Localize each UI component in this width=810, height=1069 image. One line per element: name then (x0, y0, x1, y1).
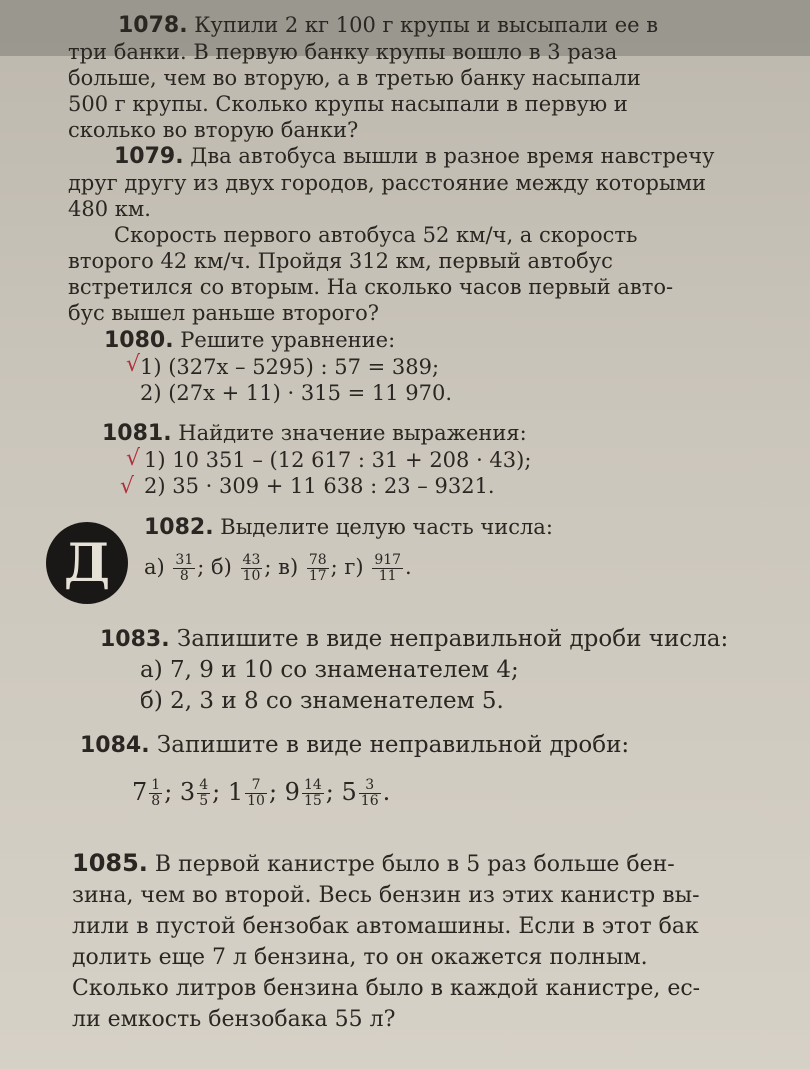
problem-number: 1083. (100, 627, 170, 652)
problem-1083: 1083. Запишите в виде неправильной дроби числа: а) 7, 9 и 10 со знаменателем 4; б) 2, 3 и 8 со знаменателем 5. (100, 626, 729, 714)
problem-1084: 1084. Запишите в виде неправильной дроби: 7 $\frac{1}{8}$ ; 3 $\frac{4}{5}$ ; 1 $\frac{7}{10}$ ; 9 $\frac{14}{15}$ ; 5 $\frac{3}{16}$ . (80, 732, 630, 809)
fraction: $\frac{43}{10}$ (242, 552, 261, 584)
fraction: $\frac{3}{16}$ (360, 777, 379, 809)
problem-title: Найдите значение выражения: (178, 421, 527, 445)
problem-title: Выделите целую часть числа: (220, 515, 553, 539)
problem-title: Запишите в виде неправильной дроби: (156, 732, 630, 758)
problem-title: Запишите в виде неправильной дроби числа: (176, 626, 729, 652)
problem-number: 1079. (114, 144, 184, 169)
problem-1082: 1082. Выделите целую часть числа: а) $\frac{31}{8}$ ; б) $\frac{43}{10}$ ; в) $\frac{78}{17}$ ; г) $\frac{917}{11}$ . (144, 515, 553, 584)
problem-1081: 1081. Найдите значение выражения: 1) 10 351 – (12 617 : 31 + 208 · 43); 2) 35 · 309 + 11 638 : 23 – 9321. (102, 421, 532, 498)
problem-1085: 1085. В первой канистре было в 5 раз больше бен- зина, чем во второй. Весь бензин из этих канистр вы- лили в пустой бензобак автомашины. Если в этот бак долить еще 7 л бензина, то он окажется полным. Сколько литров бензина было в каждой канистре, ес- ли емкость бензобака 55 л? (72, 849, 701, 1032)
fraction: $\frac{31}{8}$ (175, 552, 194, 584)
check-mark: √ (126, 446, 141, 471)
problem-1080: 1080. Решите уравнение: 1) (327x – 5295) : 57 = 389; 2) (27x + 11) · 315 = 11 970. (104, 328, 453, 405)
problem-number: 1080. (104, 328, 174, 353)
fraction: $\frac{4}{5}$ (199, 777, 209, 809)
problem-number: 1081. (102, 421, 172, 446)
fraction: $\frac{7}{10}$ (247, 777, 265, 809)
problem-number: 1082. (144, 515, 214, 540)
fraction: $\frac{78}{17}$ (308, 552, 327, 584)
fraction: $\frac{14}{15}$ (303, 777, 322, 809)
problem-number: 1084. (80, 733, 150, 758)
problem-number: 1085. (72, 849, 148, 877)
fraction: $\frac{917}{11}$ (374, 552, 402, 584)
problem-number: 1078. (118, 13, 188, 38)
problem-1078: 1078. Купили 2 кг 100 г крупы и высыпали ее в три банки. В первую банку крупы вошло в 3 раза больше, чем во вторую, а в третью банку насыпали 500 г крупы. Сколько крупы насыпали в первую и сколько во вторую банки? (68, 13, 659, 142)
check-mark: √ (120, 474, 135, 499)
fraction: $\frac{1}{8}$ (151, 777, 161, 809)
problem-1079: 1079. Два автобуса вышли в разное время навстречу друг другу из двух городов, расстояние между которыми 480 км. Скорость первого автобуса 52 км/ч, а скорость второго 42 км/ч. Пройдя 312 км, первый автобус встретился со вторым. На сколько часов первый авто- бус вышел раньше второго? (68, 144, 715, 325)
difficulty-badge: Д (46, 522, 128, 604)
check-mark: √ (126, 352, 141, 377)
problem-title: Решите уравнение: (180, 328, 396, 352)
